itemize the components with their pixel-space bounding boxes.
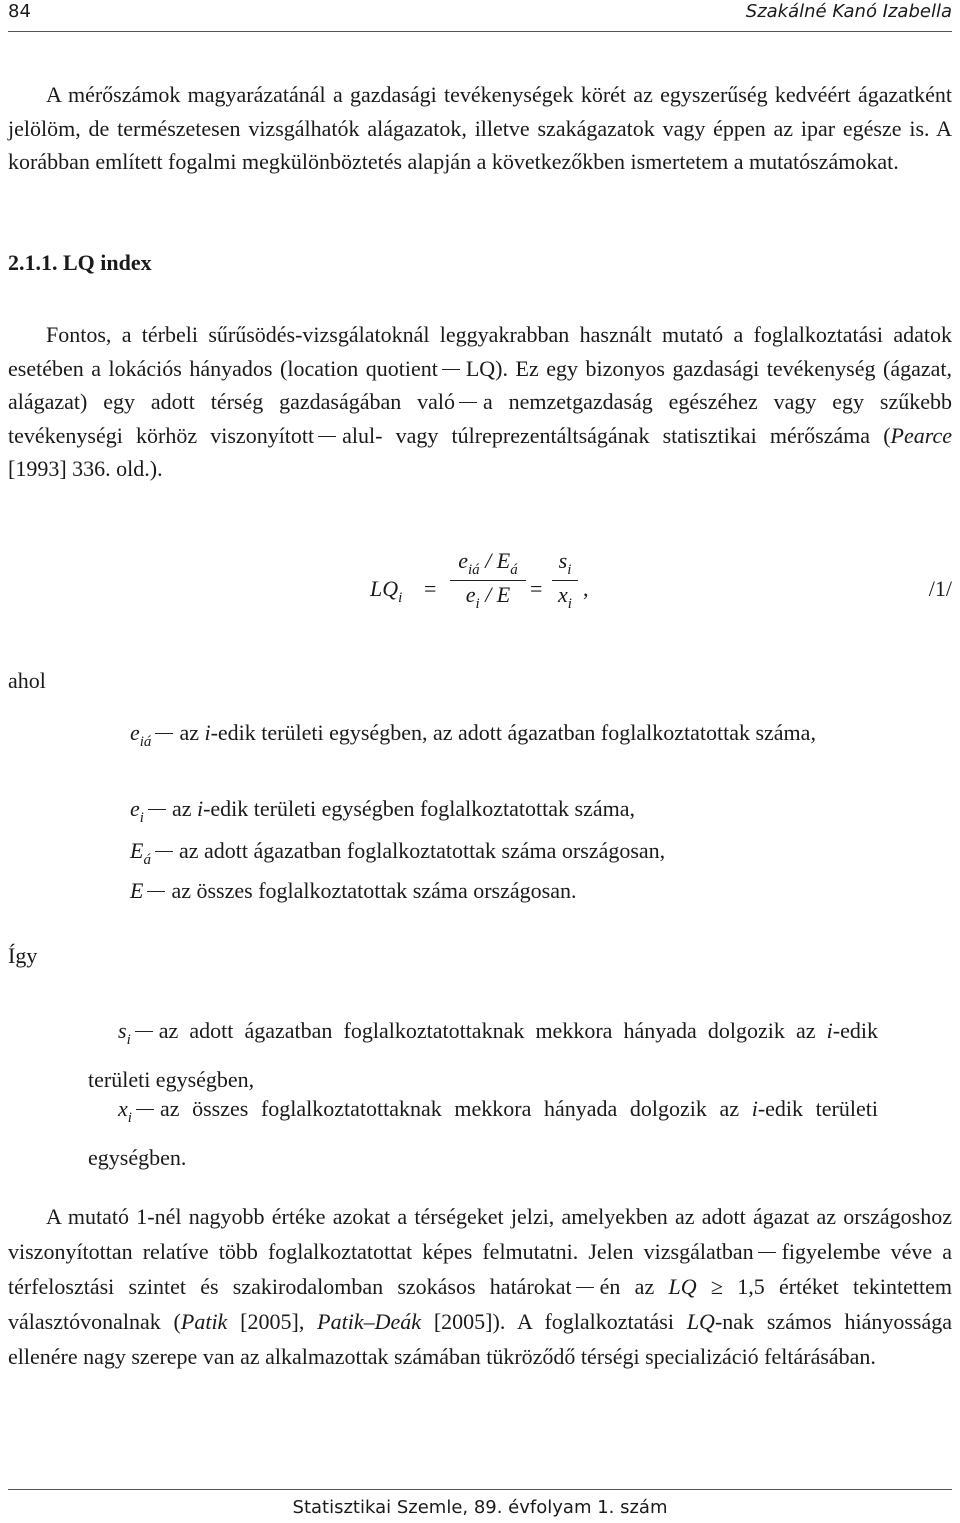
em-dash <box>442 369 460 370</box>
page-header <box>8 0 952 30</box>
header-rule <box>8 31 952 32</box>
definition-e-i: $e_i$ az i-edik területi egységben foglalkoztatottak száma, <box>130 796 635 826</box>
page-number: 84 <box>8 1 31 22</box>
equals-sign: = <box>424 576 437 601</box>
paragraph-intro: A mérőszámok magyarázatánál a gazdasági tevékenységek körét az egyszerűség kedvéért ágazatként jelölöm, de természetesen vizsgálhatók alágazatok, illetve szakágazatok vagy éppen az ipar egésze is. A korábban említett fogalmi megkülönböztetés alapján a következőkben ismertetem a mutatószámokat. <box>8 82 952 174</box>
equals-sign: = <box>530 576 543 601</box>
fraction-share-ratio: $\frac{s_i}{x_i}$ <box>552 548 578 613</box>
equation-number: /1/ <box>928 576 952 601</box>
geq-symbol: ≥ <box>710 1274 723 1299</box>
lq-formula: $LQ_i$ = $e_{iá} / E_á$ $e_i$ / E = $\frac{s_i}{x_i}$ , /1/ <box>370 548 952 612</box>
paragraph-lq-definition: Fontos, a térbeli sűrűsödés-vizsgálatoknál leggyakrabban használt mutató a foglalkoztatási adatok esetében a lokációs hányados (location quotient LQ). Ez egy bizonyos gazdasági tevékenység (ágazat, alágazat) egy adott térség gazdaságában való a nemzetgazdaság egészéhez vagy egy szűkebb tevékenységi körhöz viszonyított alul- vagy túlreprezentáltságának statisztikai mérőszáma (Pearce [1993] 336. old.). <box>8 322 953 481</box>
em-dash <box>576 1287 594 1288</box>
definition-e-ia: $e_{iá}$ az i-edik területi egységben, az adott ágazatban foglalkoztatottak száma, <box>130 720 816 750</box>
em-dash <box>148 809 166 810</box>
footer-rule <box>8 1489 952 1490</box>
em-dash <box>135 1031 153 1032</box>
em-dash <box>459 402 477 403</box>
definition-E: E az összes foglalkoztatottak száma országosan. <box>130 878 577 903</box>
paragraph-conclusion: A mutató 1-nél nagyobb értéke azokat a térségeket jelzi, amelyekben az adott ágazat az országoshoz viszonyítottan relatíve több foglalkoztatottat képes felmutatni. Jelen vizsgálatban figyelembe véve a térfelosztási szintet és szakirodalomban szokásos határokat én az LQ ≥ 1,5 értéket tekintettem választóvonalnak (Patik [2005], Patik–Deák [2005]). A foglalkoztatási LQ-nak számos hiányossága ellenére nagy szerepe van az alkalmazottak számában tükröződő térségi specializáció feltárásában. <box>8 1204 953 1369</box>
em-dash <box>318 436 336 437</box>
label-ahol: ahol <box>8 668 46 693</box>
section-heading: 2.1.1. LQ index <box>8 250 152 275</box>
citation-patik: Patik <box>180 1309 228 1334</box>
formula-lhs: $LQ_i$ <box>370 576 403 606</box>
em-dash <box>155 733 173 734</box>
definition-s-i: $s_i$ az adott ágazatban foglalkoztatottaknak mekkora hányada dolgozik az i-edik területi egységben, <box>88 1018 878 1092</box>
journal-footer: Statisztikai Szemle, 89. évfolyam 1. szám <box>292 1497 668 1518</box>
em-dash <box>147 891 165 892</box>
definition-E-a: $E_á$ az adott ágazatban foglalkoztatottak száma országosan, <box>130 838 666 868</box>
label-igy: Így <box>8 943 38 968</box>
running-author: Szakálné Kanó Izabella <box>745 1 952 22</box>
citation-patik-deak: Patik–Deák <box>317 1309 422 1334</box>
citation-author: Pearce <box>890 422 953 448</box>
fraction-employment-ratio: $e_{iá} / E_á$ $e_i$ / E <box>450 548 526 613</box>
em-dash <box>136 1109 154 1110</box>
em-dash <box>758 1252 776 1253</box>
em-dash <box>155 851 173 852</box>
definition-x-i: $x_i$ az összes foglalkoztatottaknak mekkora hányada dolgozik az i-edik területi egységben. <box>88 1096 878 1170</box>
